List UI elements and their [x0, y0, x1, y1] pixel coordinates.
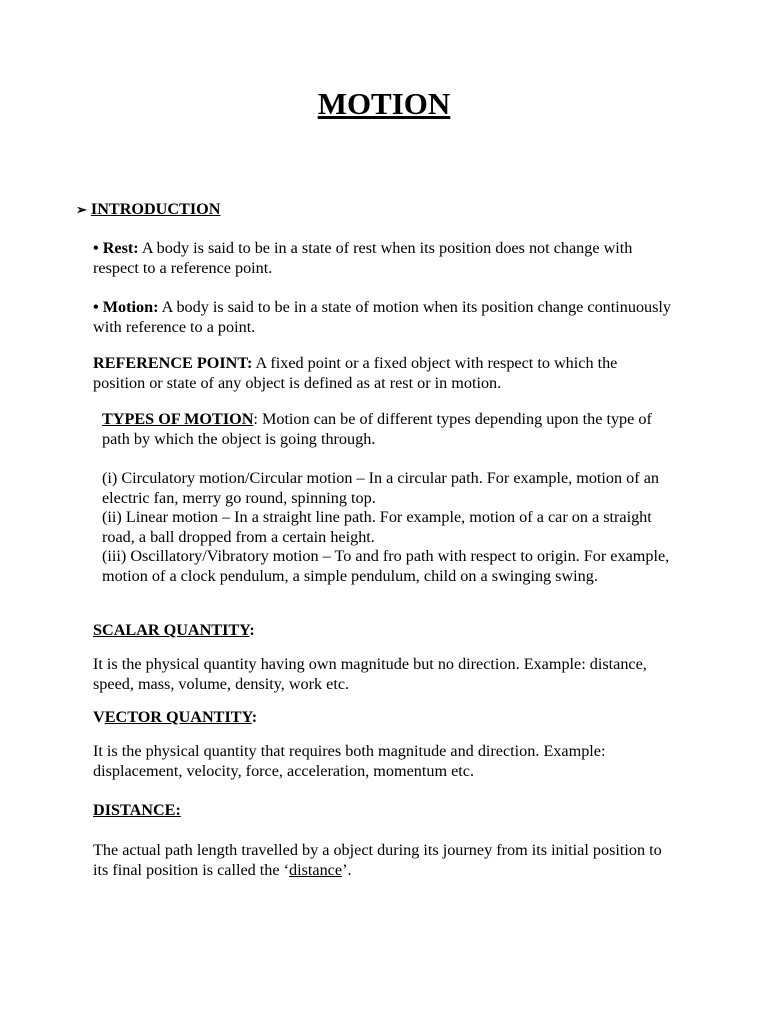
types-of-motion-definition: : Motion can be of different types depending upon the type of path by which the object is going through. — [102, 410, 652, 448]
introduction-heading-text: INTRODUCTION — [90, 200, 221, 218]
distance-term: distance — [289, 860, 343, 879]
scalar-quantity-paragraph: It is the physical quantity having own magnitude but no direction. Example: distance, speed, mass, volume, density, work etc. — [93, 655, 647, 693]
scalar-quantity-colon: : — [249, 621, 255, 639]
vector-quantity-paragraph: It is the physical quantity that requires both magnitude and direction. Example: displacement, velocity, force, acceleration, momentum etc. — [93, 742, 606, 780]
vector-quantity-heading — [93, 708, 257, 728]
reference-point-term: REFERENCE POINT: — [93, 354, 253, 372]
distance-definition-end: ’. — [342, 860, 352, 879]
motion-bullet: • — [93, 298, 99, 316]
list-item: (i) Circulatory motion/Circular motion – In a circular path. For example, motion of an electric fan, merry go round, spinning top. — [102, 469, 659, 507]
list-item: (ii) Linear motion – In a straight line path. For example, motion of a car on a straight road, a ball dropped from a certain height. — [102, 508, 652, 546]
introduction-heading — [76, 200, 220, 220]
vector-quantity-heading-first-letter: V — [93, 708, 105, 726]
page-title: MOTION — [317, 86, 451, 121]
rest-term: Rest: — [102, 239, 139, 257]
rest-bullet: • — [93, 239, 99, 257]
motion-paragraph — [93, 298, 673, 337]
rest-definition: A body is said to be in a state of rest when its position does not change with respect to a reference point. — [93, 239, 633, 277]
list-item: (iii) Oscillatory/Vibratory motion – To and fro path with respect to origin. For example, motion of a clock pendulum, a simple pendulum, child on a swinging swing. — [102, 547, 670, 585]
distance-paragraph — [93, 841, 673, 880]
motion-term: Motion: — [102, 298, 159, 316]
distance-heading: DISTANCE: — [93, 801, 181, 819]
scalar-quantity-heading — [93, 621, 255, 641]
motion-definition: A body is said to be in a state of motion when its position change continuously with reference to a point. — [93, 298, 672, 336]
types-of-motion-list — [102, 469, 676, 586]
vector-quantity-colon: : — [251, 708, 258, 726]
types-of-motion-term: TYPES OF MOTION — [102, 410, 254, 428]
distance-definition-start: The actual path length travelled by a object during its journey from its initial position to its final position is called the ‘ — [93, 841, 662, 879]
vector-quantity-heading-text: ECTOR QUANTITY — [104, 708, 252, 726]
scalar-quantity-heading-text: SCALAR QUANTITY — [93, 621, 250, 639]
reference-point-paragraph — [93, 354, 673, 393]
arrow-bullet-icon: ➢ — [76, 202, 87, 217]
reference-point-definition: A fixed point or a fixed object with respect to which the position or state of any object is defined as at rest or in motion. — [93, 354, 618, 392]
types-of-motion-paragraph — [102, 410, 676, 449]
rest-paragraph — [93, 239, 673, 278]
